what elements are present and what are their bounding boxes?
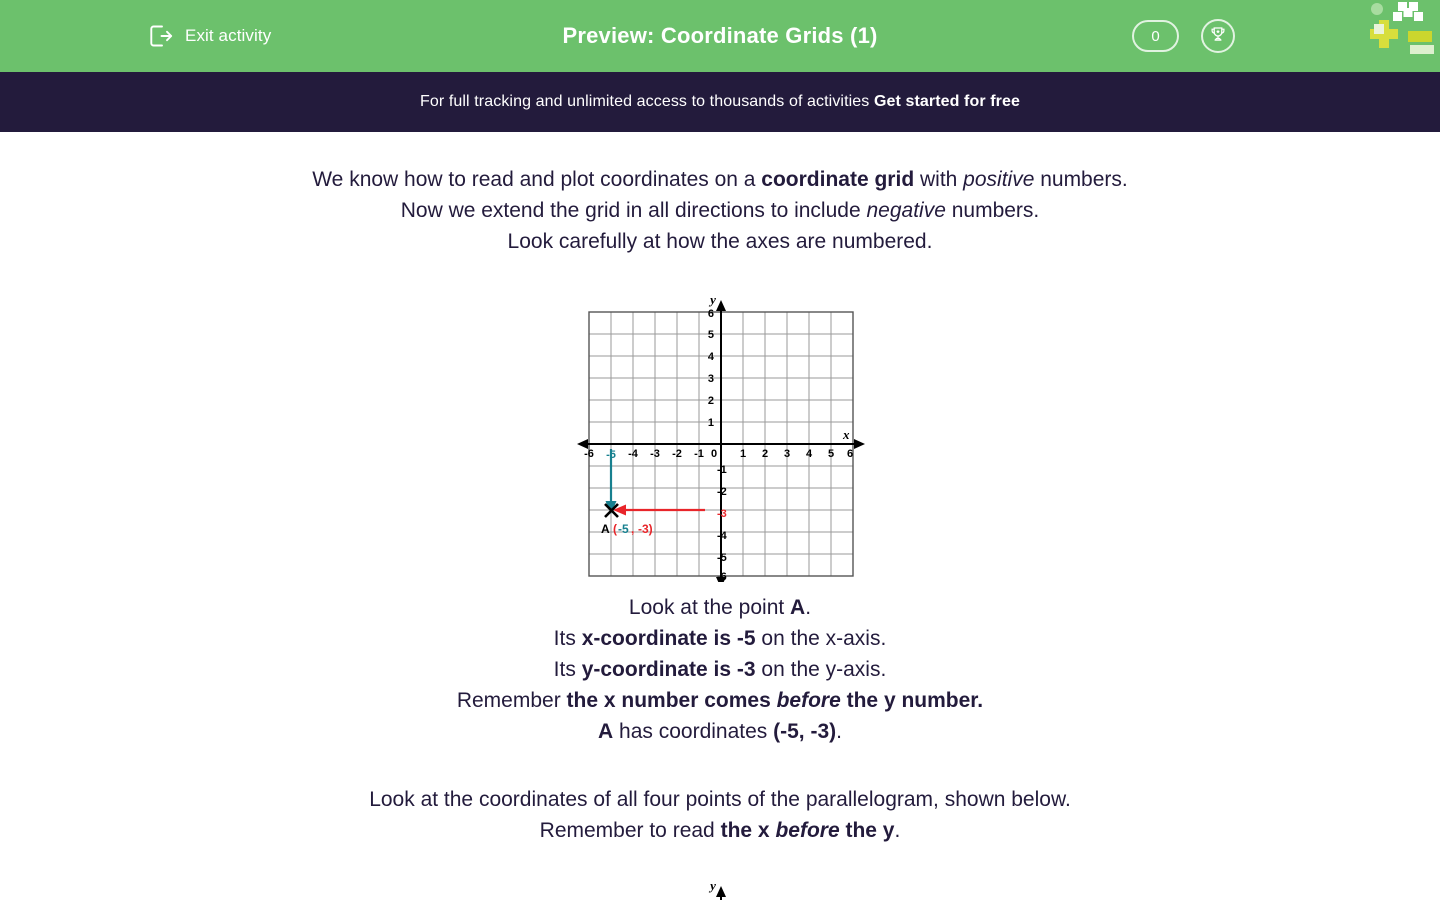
intro-line1-part-e: numbers. (1034, 168, 1128, 191)
point-a-x-value: -5 (618, 522, 629, 536)
intro-text-block (0, 164, 1440, 257)
explain-line2-part-c: on the x-axis. (755, 627, 887, 650)
y-axis-label: y (710, 292, 716, 307)
y-tick-3: 3 (707, 373, 714, 385)
intro-line1-italic: positive (963, 168, 1035, 191)
point-a-name: A (601, 522, 610, 536)
y-tick--2: -2 (717, 486, 727, 498)
x-tick-2: 2 (761, 448, 769, 460)
x-tick-0: 0 (710, 448, 718, 460)
explain-line1-part-a: Look at the point (628, 596, 791, 619)
intro-line2-part-c: numbers. (945, 199, 1040, 222)
explain-line2-bold: x-coordinate is -5 (581, 627, 756, 650)
explain-line4-bold-2: the y number. (840, 689, 984, 712)
explain-line-1 (0, 592, 1440, 623)
y-tick-4: 4 (707, 351, 714, 363)
closing-line2-bolditalic: before (775, 819, 840, 842)
second-coordinate-grid-figure (0, 876, 1440, 900)
x-tick-1: 1 (739, 448, 747, 460)
exit-door-arrow-icon (148, 23, 174, 49)
x-tick-6: 6 (846, 448, 854, 460)
y-tick--1: -1 (717, 464, 727, 476)
y-tick--4: -4 (717, 530, 727, 542)
x-tick--6: -6 (584, 448, 594, 460)
explain-line3-part-c: on the y-axis. (755, 658, 887, 681)
y-tick-2: 2 (707, 395, 714, 407)
activity-content (0, 132, 1440, 900)
second-grid-chart (575, 876, 865, 900)
y-tick-6: 6 (707, 308, 714, 320)
x-tick--4: -4 (628, 448, 638, 460)
explain-line1-point: A (790, 596, 806, 619)
promo-banner-text (420, 93, 1020, 111)
closing-line-2 (0, 815, 1440, 846)
trophy-button[interactable] (1201, 19, 1235, 53)
math-symbols-decoration (1360, 0, 1440, 60)
x-tick-5: 5 (827, 448, 835, 460)
intro-line2-italic: negative (866, 199, 946, 222)
header-actions (1132, 19, 1235, 53)
x-axis-label: x (843, 427, 850, 442)
x-tick--1: -1 (694, 448, 704, 460)
explain-line2-part-a: Its (553, 627, 582, 650)
x-tick--3: -3 (650, 448, 660, 460)
intro-line2-part-a: Now we extend the grid in all directions to include (400, 199, 867, 222)
intro-line-2 (0, 195, 1440, 226)
y-tick--6: -6 (717, 571, 727, 582)
point-a-label (601, 522, 653, 536)
y-tick--5: -5 (717, 552, 727, 564)
closing-line-1: Look at the coordinates of all four points of the parallelogram, shown below. (369, 788, 1071, 811)
promo-text-body: For full tracking and unlimited access to thousands of activities (420, 93, 874, 110)
page-title: Preview: Coordinate Grids (1) (562, 23, 878, 48)
closing-line2-bold: the x (720, 819, 776, 842)
y-guide-line-red (613, 505, 705, 516)
coordinate-grid-chart (575, 286, 865, 582)
second-grid-y-axis-label: y (710, 878, 716, 893)
intro-line1-part-c: with (914, 168, 964, 191)
y-tick-1: 1 (707, 417, 714, 429)
exit-activity-label: Exit activity (185, 26, 272, 45)
explain-line4-bold: the x number comes (566, 689, 777, 712)
closing-line2-part-e: . (894, 819, 901, 842)
explain-line-2 (0, 623, 1440, 654)
y-tick-5: 5 (707, 329, 714, 341)
closing-line2-part-a: Remember to read (539, 819, 721, 842)
x-tick-3: 3 (783, 448, 791, 460)
explain-line-3 (0, 654, 1440, 685)
explain-line-4 (0, 685, 1440, 716)
explain-line5-part-b: has coordinates (613, 720, 774, 743)
exit-activity-button[interactable] (148, 23, 271, 49)
point-a-comma: , (631, 522, 635, 536)
intro-line-1 (0, 164, 1440, 195)
coordinate-grid-figure (0, 286, 1440, 582)
promo-banner (0, 72, 1440, 132)
explain-line3-part-a: Its (553, 658, 582, 681)
point-a-open-paren: ( (613, 522, 617, 536)
x-tick--5: -5 (606, 449, 616, 461)
explain-line5-coords: (-5, -3) (773, 720, 837, 743)
score-badge[interactable]: 0 (1132, 20, 1179, 52)
app-header (0, 0, 1440, 72)
intro-line1-part-a: We know how to read and plot coordinates on a (312, 168, 762, 191)
intro-line1-bold: coordinate grid (761, 168, 915, 191)
closing-text-block (0, 784, 1440, 846)
y-tick--3: -3 (717, 508, 727, 520)
x-tick-4: 4 (805, 448, 813, 460)
explain-line4-bolditalic: before (776, 689, 841, 712)
explain-line5-point: A (598, 720, 614, 743)
explain-line-5 (0, 716, 1440, 747)
x-axis-tick-labels (584, 448, 853, 461)
intro-line-3: Look carefully at how the axes are numbered. (507, 230, 933, 253)
x-tick--2: -2 (672, 448, 682, 460)
explain-line5-part-d: . (836, 720, 842, 743)
explain-line4-part-a: Remember (456, 689, 567, 712)
get-started-link[interactable]: Get started for free (873, 93, 1020, 110)
explain-line1-part-c: . (805, 596, 812, 619)
explanation-text-block (0, 592, 1440, 747)
trophy-icon (1208, 24, 1228, 49)
explain-line3-bold: y-coordinate is -3 (581, 658, 756, 681)
closing-line2-bold-2: the y (839, 819, 895, 842)
point-a-y-value: -3) (638, 522, 653, 536)
